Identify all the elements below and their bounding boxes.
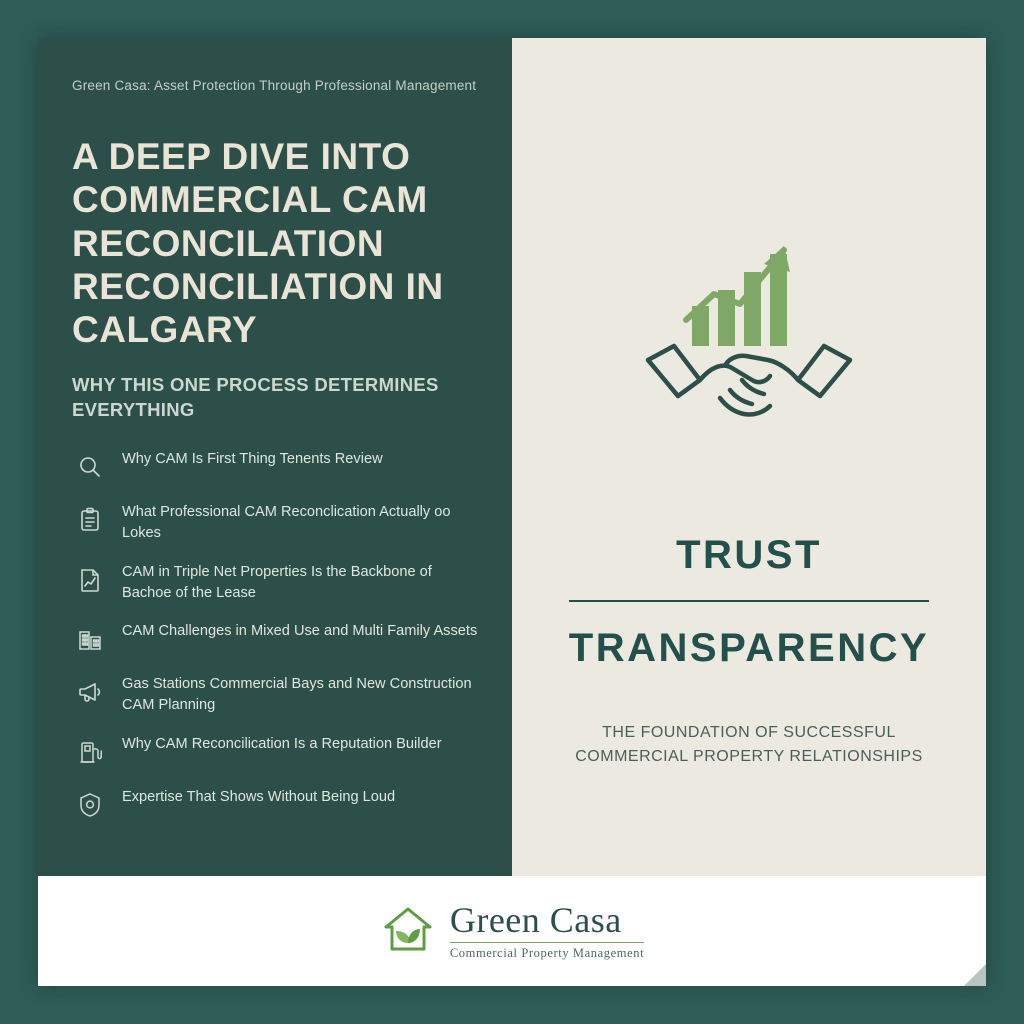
keyword-transparency: TRANSPARENCY <box>568 626 930 670</box>
clipboard-icon <box>72 503 108 537</box>
list-item-label: Gas Stations Commercial Bays and New Construction CAM Planning <box>122 676 472 713</box>
list-item[interactable] <box>72 449 478 484</box>
tagline-text: THE FOUNDATION OF SUCCESSFUL COMMERCIAL PROPERTY RELATIONSHIPS <box>575 724 923 765</box>
document-chart-icon <box>72 563 108 597</box>
list-item-label: Why CAM Is First Thing Tenents Review <box>122 451 383 468</box>
right-panel <box>512 38 986 876</box>
footer-bar <box>38 876 986 986</box>
poster-canvas <box>38 38 986 986</box>
page-title: A DEEP DIVE INTO COMMERCIAL CAM RECONCILATION RECONCILIATION IN CALGARY <box>72 136 444 351</box>
list-item[interactable] <box>72 787 478 822</box>
brand-logo <box>380 901 644 962</box>
shield-icon <box>72 788 108 822</box>
list-item[interactable] <box>72 734 478 769</box>
green-house-leaf-icon <box>380 901 436 962</box>
list-item-label: CAM in Triple Net Properties Is the Backbone of Bachoe of the Lease <box>122 563 432 601</box>
list-item[interactable] <box>72 674 478 715</box>
list-item-label: What Professional CAM Reconclication Actually oo Lokes <box>122 504 451 542</box>
list-item-label: Why CAM Reconcilication Is a Reputation Builder <box>122 735 442 752</box>
divider <box>569 600 929 602</box>
fuel-pump-icon <box>72 735 108 769</box>
handshake-growth-chart-icon <box>634 228 864 463</box>
poster-columns <box>38 38 986 876</box>
building-icon <box>72 622 108 656</box>
eyebrow-text: Green Casa: Asset Protection Through Professional Management <box>72 78 477 93</box>
left-panel <box>38 38 512 876</box>
table-of-contents <box>72 449 478 821</box>
magnifier-icon <box>72 450 108 484</box>
list-item[interactable] <box>72 562 478 603</box>
corner-fold-decoration <box>964 964 986 986</box>
brand-tagline: Commercial Property Management <box>450 942 644 961</box>
keyword-trust: TRUST <box>676 533 822 577</box>
page-subtitle: WHY THIS ONE PROCESS DETERMINES EVERYTHING <box>72 374 439 421</box>
list-item-label: CAM Challenges in Mixed Use and Multi Family Assets <box>122 623 478 640</box>
list-item-label: Expertise That Shows Without Being Loud <box>122 788 396 805</box>
brand-name: Green Casa <box>449 899 622 940</box>
list-item[interactable] <box>72 502 478 543</box>
megaphone-icon <box>72 675 108 709</box>
list-item[interactable] <box>72 621 478 656</box>
brand-text <box>449 899 645 961</box>
